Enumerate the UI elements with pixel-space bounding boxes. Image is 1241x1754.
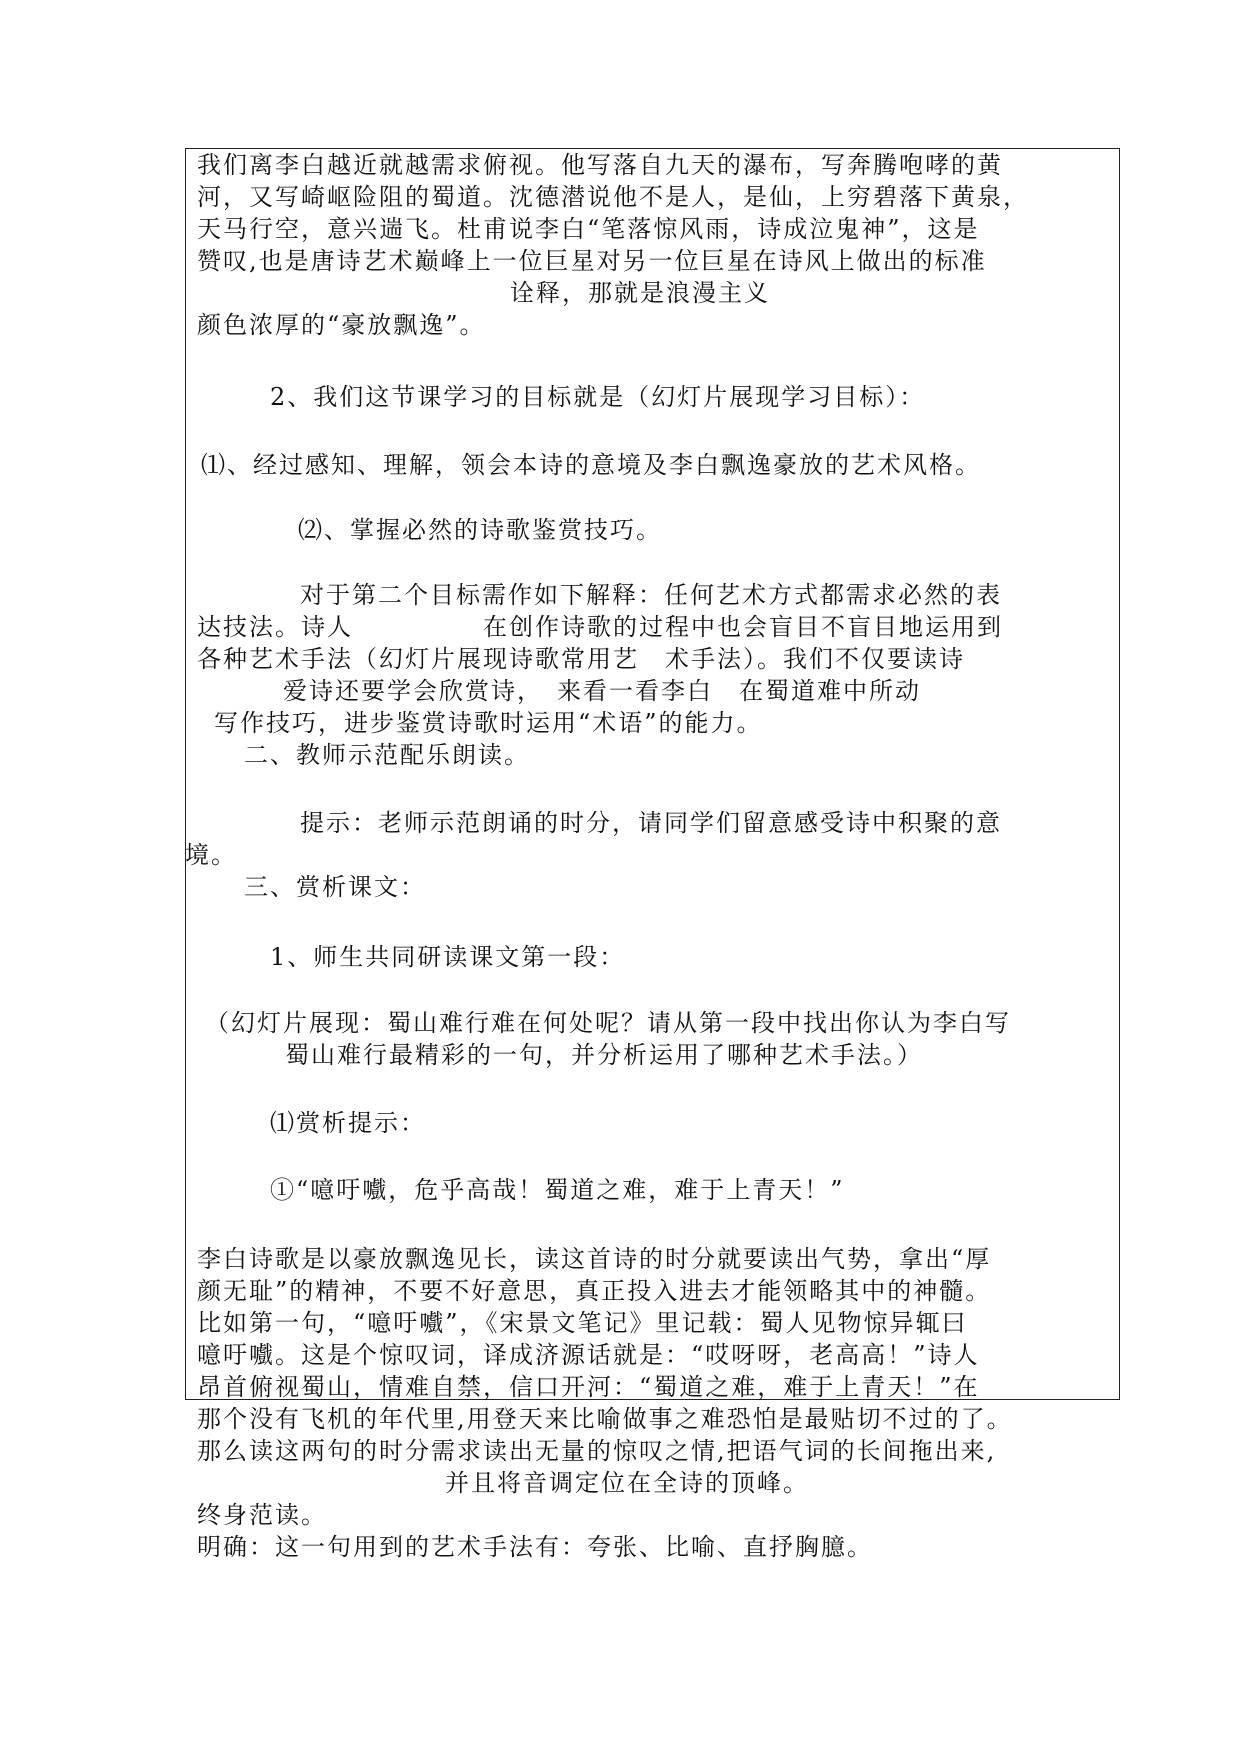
text-line: 提示：老师示范朗诵的时分，请同学们留意感受诗中积聚的意 (300, 809, 1002, 837)
text-line: 那么读这两句的时分需求读出无量的惊叹之情,把语气词的长间拖出来, (197, 1437, 997, 1465)
text-line: ①“噫吁嚱，危乎高哉！蜀道之难，难于上青天！” (270, 1176, 845, 1204)
text-line: 那个没有飞机的年代里,用登天来比喻做事之难恐怕是最贴切不过的了。 (197, 1405, 1013, 1433)
text-line: 比如第一句，“噫吁嚱”，《宋景文笔记》里记载：蜀人见物惊异辄曰 (197, 1309, 968, 1337)
text-line: 境。 (185, 841, 237, 869)
text-line: ⑵、掌握必然的诗歌鉴赏技巧。 (298, 516, 662, 544)
text-line: 二、教师示范配乐朗读。 (244, 741, 530, 769)
text-line: 天马行空，意兴遄飞。杜甫说李白“笔落惊风雨，诗成泣鬼神”，这是 (197, 215, 980, 243)
text-line: 并且将音调定位在全诗的顶峰。 (445, 1469, 809, 1497)
text-line: （幻灯片展现：蜀山难行难在何处呢？请从第一段中找出你认为李白写 (205, 1009, 1011, 1037)
text-line: 爱诗还要学会欣赏诗， 来看一看李白 在蜀道难中所动 (283, 677, 921, 705)
text-line: 颜无耻”的精神，不要不好意思，真正投入进去才能领略其中的神髓。 (197, 1277, 992, 1305)
text-line: 各种艺术手法（幻灯片展现诗歌常用艺 术手法）。我们不仅要读诗 (197, 645, 965, 673)
text-line: 赞叹,也是唐诗艺术巅峰上一位巨星对另一位巨星在诗风上做出的标准 (197, 247, 987, 275)
text-line: 写作技巧，进步鉴赏诗歌时运用“术语”的能力。 (214, 709, 763, 737)
text-line: 河，又写崎岖险阻的蜀道。沈德潜说他不是人，是仙，上穷碧落下黄泉， (197, 183, 1029, 211)
text-line: 2、我们这节课学习的目标就是（幻灯片展现学习目标）： (270, 383, 926, 411)
text-line: 昂首俯视蜀山，情难自禁，信口开河：“蜀道之难，难于上青天！”在 (197, 1373, 980, 1401)
text-line: 李白诗歌是以豪放飘逸见长，读这首诗的时分就要读出气势，拿出“厚 (197, 1245, 992, 1273)
text-line: ⑴、经过感知、理解，领会本诗的意境及李白飘逸豪放的艺术风格。 (201, 451, 981, 479)
text-line: 蜀山难行最精彩的一句，并分析运用了哪种艺术手法。） (285, 1041, 923, 1069)
text-line: 噫吁嚱。这是个惊叹词，译成济源话就是：“哎呀呀，老高高！”诗人 (197, 1341, 980, 1369)
text-line: ⑴赏析提示： (270, 1109, 426, 1137)
text-line: 诠释，那就是浪漫主义 (510, 279, 770, 307)
text-line: 达技法。诗人 在创作诗歌的过程中也会盲目不盲目地运用到 (197, 613, 1003, 641)
text-line: 明确：这一句用到的艺术手法有：夸张、比喻、直抒胸臆。 (197, 1533, 873, 1561)
text-line: 我们离李白越近就越需求俯视。他写落自九天的瀑布，写奔腾咆哮的黄 (197, 151, 1003, 179)
text-line: 1、师生共同研读课文第一段： (270, 943, 626, 971)
text-line: 三、赏析课文： (244, 873, 426, 901)
text-line: 颜色浓厚的“豪放飘逸”。 (197, 311, 486, 339)
text-line: 终身范读。 (197, 1501, 327, 1529)
text-line: 对于第二个目标需作如下解释：任何艺术方式都需求必然的表 (300, 581, 1002, 609)
